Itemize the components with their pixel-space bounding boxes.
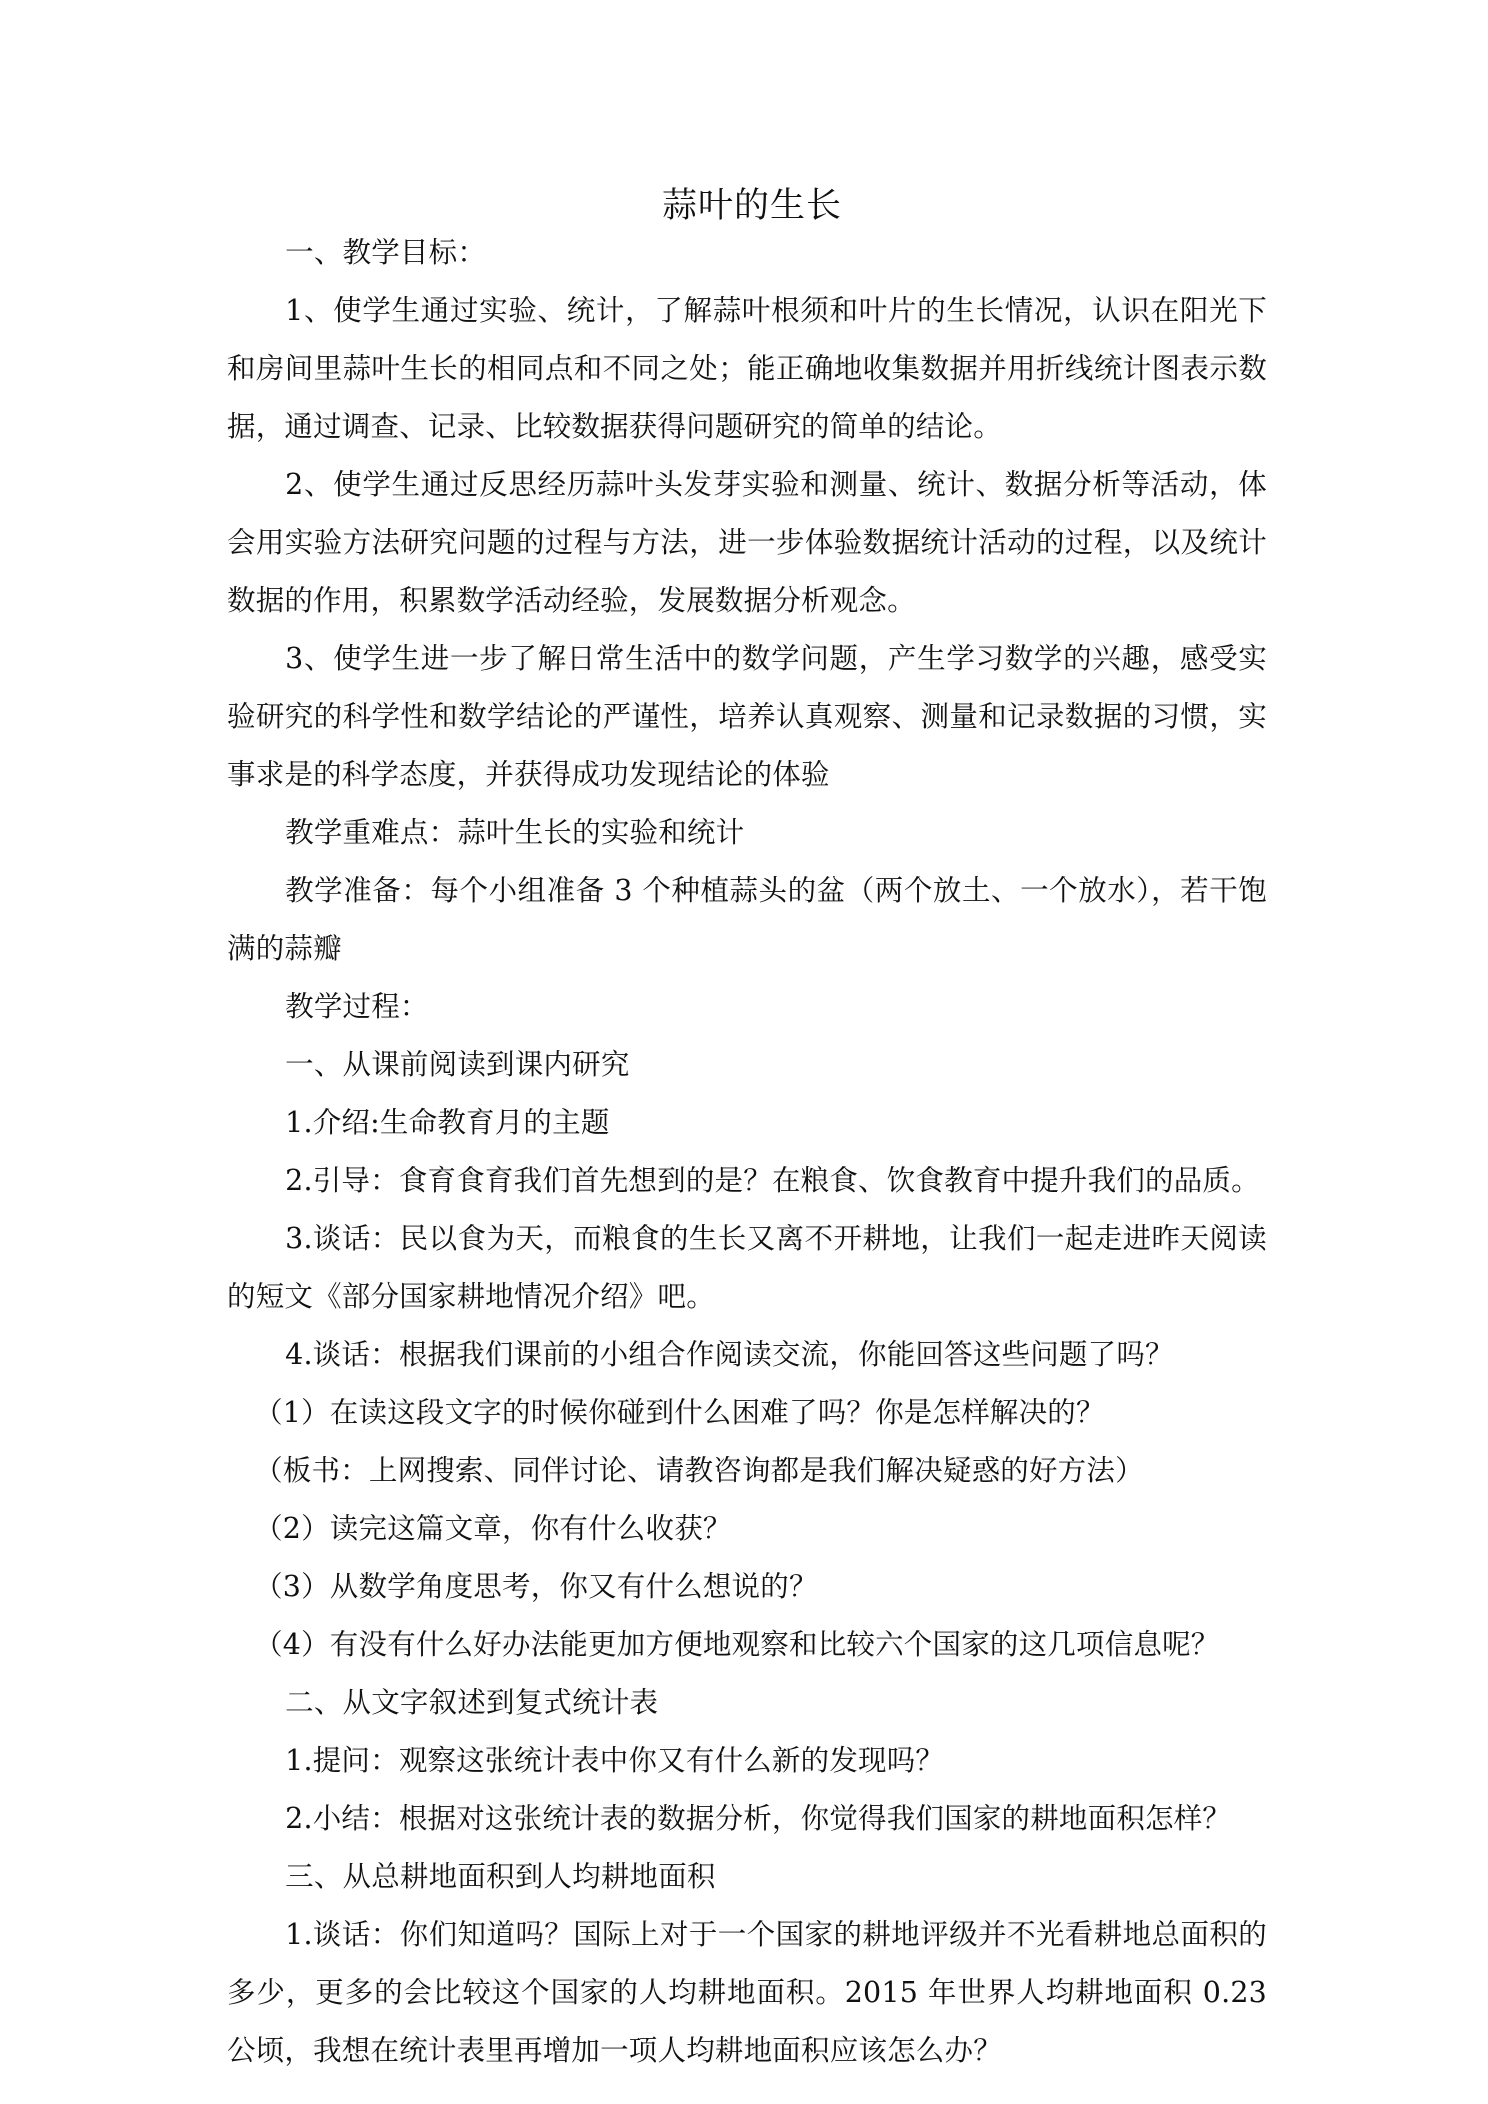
step-paragraph: 4.谈话：根据我们课前的小组合作阅读交流，你能回答这些问题了吗？	[285, 1338, 1174, 1371]
step-paragraph: 1.介绍:生命教育月的主题	[285, 1106, 610, 1139]
section-heading-teaching-goals: 一、教学目标：	[285, 236, 487, 269]
process-heading: 教学过程：	[285, 990, 429, 1023]
step-paragraph: 1.提问：观察这张统计表中你又有什么新的发现吗？	[285, 1744, 945, 1777]
goal-paragraph-1: 1、使学生通过实验、统计，了解蒜叶根须和叶片的生长情况，认识在阳光下和房间里蒜叶生长的相同点和不同之处；能正确地收集数据并用折线统计图表示数据，通过调查、记录、比较数据获得问题研究的简单的结论。	[227, 294, 1267, 443]
section-heading-3: 三、从总耕地面积到人均耕地面积	[285, 1860, 716, 1893]
question-item: （1）在读这段文字的时候你碰到什么困难了吗？你是怎样解决的？	[254, 1396, 1105, 1429]
preparation-paragraph: 教学准备：每个小组准备 3 个种植蒜头的盆（两个放土、一个放水），若干饱满的蒜瓣	[227, 874, 1267, 965]
section-heading-1: 一、从课前阅读到课内研究	[285, 1048, 630, 1081]
question-item: （3）从数学角度思考，你又有什么想说的？	[254, 1570, 818, 1603]
blackboard-note: （板书：上网搜索、同伴讨论、请教咨询都是我们解决疑惑的好方法）	[254, 1454, 1144, 1487]
document-title: 蒜叶的生长	[661, 186, 842, 226]
question-item: （2）读完这篇文章，你有什么收获？	[254, 1512, 732, 1545]
question-item: （4）有没有什么好办法能更加方便地观察和比较六个国家的这几项信息呢？	[254, 1628, 1220, 1661]
step-paragraph: 3.谈话：民以食为天，而粮食的生长又离不开耕地，让我们一起走进昨天阅读的短文《部分国家耕地情况介绍》吧。	[227, 1222, 1267, 1313]
key-difficulty-paragraph: 教学重难点：蒜叶生长的实验和统计	[285, 816, 745, 849]
step-paragraph: 2.小结：根据对这张统计表的数据分析，你觉得我们国家的耕地面积怎样？	[285, 1802, 1232, 1835]
goal-paragraph-3: 3、使学生进一步了解日常生活中的数学问题，产生学习数学的兴趣，感受实验研究的科学性和数学结论的严谨性，培养认真观察、测量和记录数据的习惯，实事求是的科学态度，并获得成功发现结论的体验	[227, 642, 1267, 791]
document-page	[227, 180, 1267, 2080]
step-paragraph: 1.谈话：你们知道吗？国际上对于一个国家的耕地评级并不光看耕地总面积的多少，更多的会比较这个国家的人均耕地面积。2015 年世界人均耕地面积 0.23 公顷，我想在统计表里再增加一项人均耕地面积应该怎么办？	[227, 1918, 1267, 2067]
step-paragraph: 2.引导：食育食育我们首先想到的是？在粮食、饮食教育中提升我们的品质。	[285, 1164, 1260, 1197]
document-body	[227, 224, 1267, 2080]
goal-paragraph-2: 2、使学生通过反思经历蒜叶头发芽实验和测量、统计、数据分析等活动，体会用实验方法研究问题的过程与方法，进一步体验数据统计活动的过程，以及统计数据的作用，积累数学活动经验，发展数据分析观念。	[227, 468, 1267, 617]
section-heading-2: 二、从文字叙述到复式统计表	[285, 1686, 659, 1719]
